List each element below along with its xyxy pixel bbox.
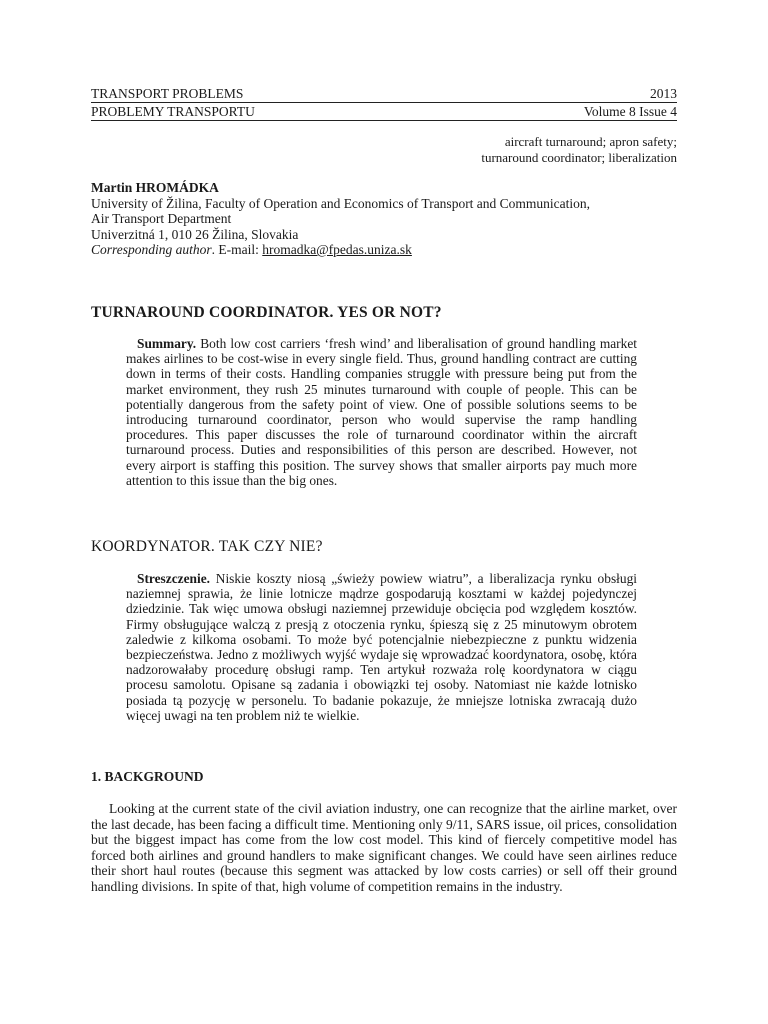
corresponding-label: Corresponding author xyxy=(91,242,212,257)
keywords-line-2: turnaround coordinator; liberalization xyxy=(481,150,677,165)
streszczenie-text: Niskie koszty niosą „świeży powiew wiatru”, a liberalizacja rynku obsługi naziemnej sprawia, że linie lotnicze mądrze gospodarują kosztami w każdej pojedynczej dziedzinie. Tak więc umowa obsługi naziemnej przewiduje obcięcia pod względem kosztów. Firmy obsługujące walczą z presją z otoczenia rynku, śpieszą się z 25 minutowym obrotem zaledwie z kilkoma osobami. To może być potencjalnie niebezpieczne z punktu widzenia bezpieczeństwa. Jedno z możliwych wyjść wydaje się wprowadzać koordynatora, osobę, która nadzorowałaby procedurę obsługi ramp. Ten artykuł rozważa rolę koordynatora w ciągu procesu samolotu. Opisane są zadania i obowiązki tej osoby. Natomiast nie każde lotnisko posiada tą pozycję w personelu. To badanie pokazuje, że mniejsze lotniska zwracają dużo więcej uwagi na ten problem niż te wielkie. xyxy=(126,571,637,723)
summary-text: Both low cost carriers ‘fresh wind’ and liberalisation of ground handling market makes airlines to be cost-wise in every single field. Thus, ground handling contract are cutting down in terms of their costs. Handling companies struggle with pressure being put from the market environment, they rush 25 minutes turnaround with couple of people. This can be potentially dangerous from the safety point of view. One of possible solutions seems to be introducing turnaround coordinator, person who would supervise the ramp handling procedures. This paper discusses the role of turnaround coordinator within the aircraft turnaround process. Duties and responsibilities of this person are described. However, not every airport is staffing this position. The survey shows that smaller airports pay much more attention to this issue than the big ones. xyxy=(126,336,637,488)
paper-title-en: TURNAROUND COORDINATOR. YES OR NOT? xyxy=(91,304,442,321)
author-affiliation-2: Air Transport Department xyxy=(91,211,232,226)
corresponding-line xyxy=(91,242,691,258)
author-block xyxy=(91,180,691,258)
paper-title-pl: KOORDYNATOR. TAK CZY NIE? xyxy=(91,538,323,555)
header-rule-bottom xyxy=(91,120,677,121)
journal-year: 2013 xyxy=(650,86,677,101)
author-email-link[interactable]: hromadka@fpedas.uniza.sk xyxy=(262,242,412,257)
streszczenie-label: Streszczenie. xyxy=(137,571,210,586)
summary-paragraph xyxy=(126,336,637,488)
streszczenie-paragraph xyxy=(126,571,637,723)
author-address: Univerzitná 1, 010 26 Žilina, Slovakia xyxy=(91,226,299,242)
journal-title-en: TRANSPORT PROBLEMS xyxy=(91,86,244,101)
email-label: . E-mail: xyxy=(211,242,263,257)
author-affiliation-1: University of Žilina, Faculty of Operation and Economics of Transport and Communication, xyxy=(91,195,591,211)
keywords-line-1: aircraft turnaround; apron safety; xyxy=(504,134,677,149)
summary-label: Summary. xyxy=(137,336,197,351)
section-heading-background: 1. BACKGROUND xyxy=(91,769,204,784)
journal-title-pl: PROBLEMY TRANSPORTU xyxy=(91,104,255,119)
author-name: Martin HROMÁDKA xyxy=(91,180,219,195)
background-paragraph: Looking at the current state of the civil aviation industry, one can recognize that the airline market, over the last decade, has been facing a difficult time. Mentioning only 9/11, SARS issue, oil prices, consolidation but the biggest impact has come from the low cost model. This kind of fiercely competitive model has forced both airlines and ground handlers to make significant changes. We could have seen airlines reduce their short haul routes (because this segment was attacked by low costs carries) or sell off their ground handling divisions. In spite of that, high volume of competition remains in the industry. xyxy=(91,801,677,894)
journal-volume: Volume 8 Issue 4 xyxy=(583,104,677,119)
